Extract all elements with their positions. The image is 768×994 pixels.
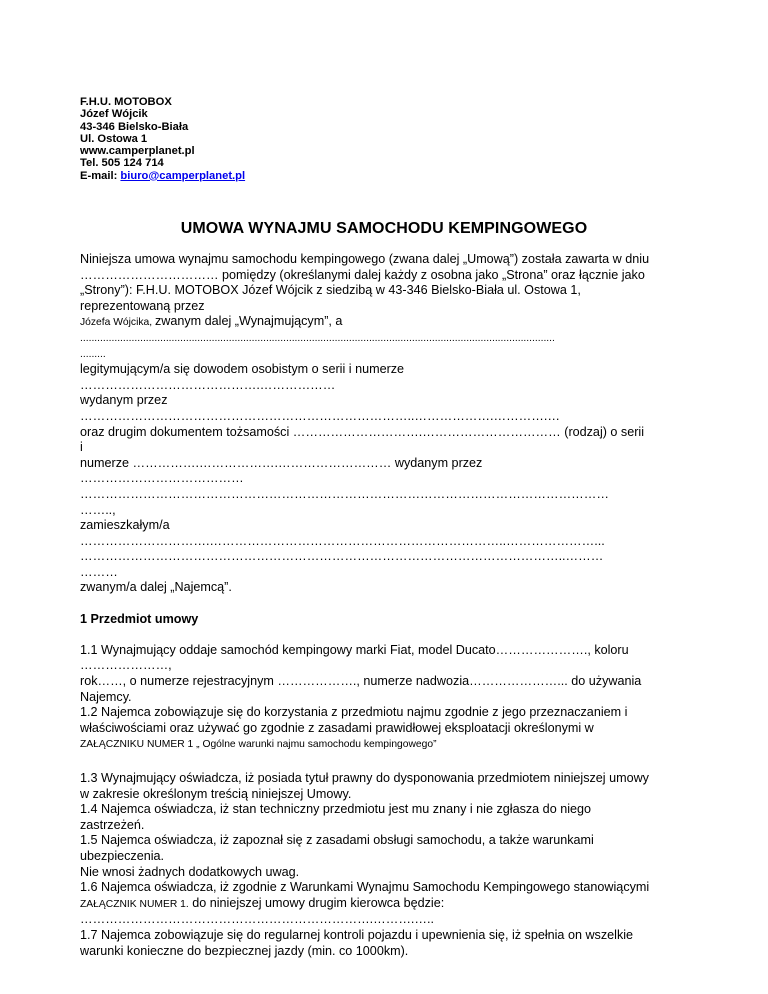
fill-line: ...................................................................................................................................................................... — [80, 332, 555, 344]
clause-line: w zakresie określonym treścią niniejszej Umowy. — [80, 786, 352, 801]
email-label: E-mail: — [80, 169, 121, 182]
clause-line: rok……, o numerze rejestracyjnym ………………., numerze nadwozia…………………... do używania — [80, 674, 642, 689]
clause-line — [80, 896, 680, 913]
fill-line: ………………………………… — [80, 471, 244, 486]
clause-line: 1.2 Najemca zobowiązuje się do korzystania z przedmiotu najmu zgodnie z jego przeznaczaniem i — [80, 705, 628, 720]
fill-line: …………………………………….……………… — [80, 377, 336, 392]
representative-name: Józefa Wójcika, — [80, 317, 155, 329]
section-heading: 1 Przedmiot umowy — [80, 611, 199, 626]
clause-line: warunki konieczne do bezpiecznej jazdy (min. co 1000km). — [80, 943, 409, 958]
intro-line: reprezentowaną przez — [80, 298, 205, 313]
fill-line: …….., — [80, 502, 116, 517]
annex-reference: ZAŁĄCZNIKU NUMER 1 — [80, 739, 197, 751]
intro-line: numerze …………….……………….……………………… wydanym przez — [80, 455, 483, 470]
document-body — [80, 252, 680, 959]
clause-line: …………………, — [80, 658, 172, 673]
clause-line: ubezpieczenia. — [80, 848, 165, 863]
intro-line: zwanym/a dalej „Najemcą”. — [80, 580, 232, 595]
fill-line: ……………………………………………………………………..……………….………….… — [80, 408, 560, 423]
company-name: F.H.U. MOTOBOX — [80, 96, 172, 108]
fill-line: ......... — [80, 348, 106, 360]
annex-reference: ZAŁĄCZNIK NUMER 1. — [80, 898, 189, 910]
clause-line: 1.1 Wynajmujący oddaje samochód kempingowy marki Fiat, model Ducato…………………., koloru — [80, 642, 629, 657]
clause-line — [80, 736, 680, 753]
company-street: Ul. Ostowa 1 — [80, 132, 148, 145]
company-email-line — [80, 170, 245, 182]
clause-text: do niniejszej umowy drugim kierowca będzie: — [188, 895, 445, 910]
fill-line: …………………………………………………………….……….….. — [80, 912, 435, 927]
document-title: UMOWA WYNAJMU SAMOCHODU KEMPINGOWEGO — [180, 220, 588, 237]
company-phone: Tel. 505 124 714 — [80, 157, 164, 170]
fill-line: ………………………….……………………………………………………………..…………………... — [80, 533, 605, 548]
email-link[interactable]: biuro@camperplanet.pl — [120, 169, 246, 182]
intro-line: zamieszkałym/a — [80, 518, 170, 533]
company-owner: Józef Wójcik — [80, 108, 148, 121]
company-website: www.camperplanet.pl — [80, 145, 195, 158]
intro-line: legitymującym/a się dowodem osobistym o serii i numerze — [80, 362, 405, 377]
clause-line: 1.5 Najemca oświadcza, iż zapoznał się z zasadami obsługi samochodu, a także warunkami — [80, 833, 594, 848]
intro-line: i — [80, 440, 83, 455]
intro-line: Niniejsza umowa wynajmu samochodu kempingowego (zwana dalej „Umową”) została zawarta w dniu — [80, 252, 650, 266]
clause-line: właściwościami oraz używać go zgodnie z zasadami prawidłowej eksploatacji określonymi w — [80, 720, 594, 735]
clause-line: Nie wnosi żadnych dodatkowych uwag. — [80, 864, 300, 879]
clause-line: 1.3 Wynajmujący oświadcza, iż posiada tytuł prawny do dysponowania przedmiotem niniejszej umowy — [80, 771, 649, 785]
intro-line — [80, 314, 680, 331]
clause-line: Najemcy. — [80, 689, 132, 704]
clause-line: 1.7 Najemca zobowiązuje się do regularnej kontroli pojazdu i upewnienia się, iż spełnia on wszelkie — [80, 927, 634, 942]
fill-line: ……………………………………………………………………………………………………………… — [80, 486, 609, 501]
intro-line: „Strony”): F.H.U. MOTOBOX Józef Wójcik z siedzibą w 43-346 Bielsko-Biała ul. Ostowa 1, — [80, 283, 581, 298]
clause-line: 1.6 Najemca oświadcza, iż zgodnie z Warunkami Wynajmu Samochodu Kempingowego stanowiącymi — [80, 880, 650, 895]
company-header — [80, 96, 245, 182]
clause-line: zastrzeżeń. — [80, 817, 145, 832]
clause-line: 1.4 Najemca oświadcza, iż stan techniczny przedmiotu jest mu znany i nie zgłasza do niego — [80, 802, 592, 817]
annex-title: „ Ogólne warunki najmu samochodu kempingowego” — [196, 739, 437, 751]
intro-line: …………………………… pomiędzy (określanymi dalej każdy z osobna jako „Strona” oraz łącznie jako — [80, 267, 645, 282]
fill-line: ……… — [80, 564, 118, 579]
fill-line: ……………………………………………………………………………………………………..……… — [80, 549, 604, 564]
intro-text: zwanym dalej „Wynajmującym”, a — [154, 314, 343, 329]
intro-line: oraz drugim dokumentem tożsamości ………………………….…………………………… (rodzaj) o serii — [80, 424, 645, 439]
intro-line: wydanym przez — [80, 393, 168, 408]
company-city: 43-346 Bielsko-Biała — [80, 120, 189, 133]
